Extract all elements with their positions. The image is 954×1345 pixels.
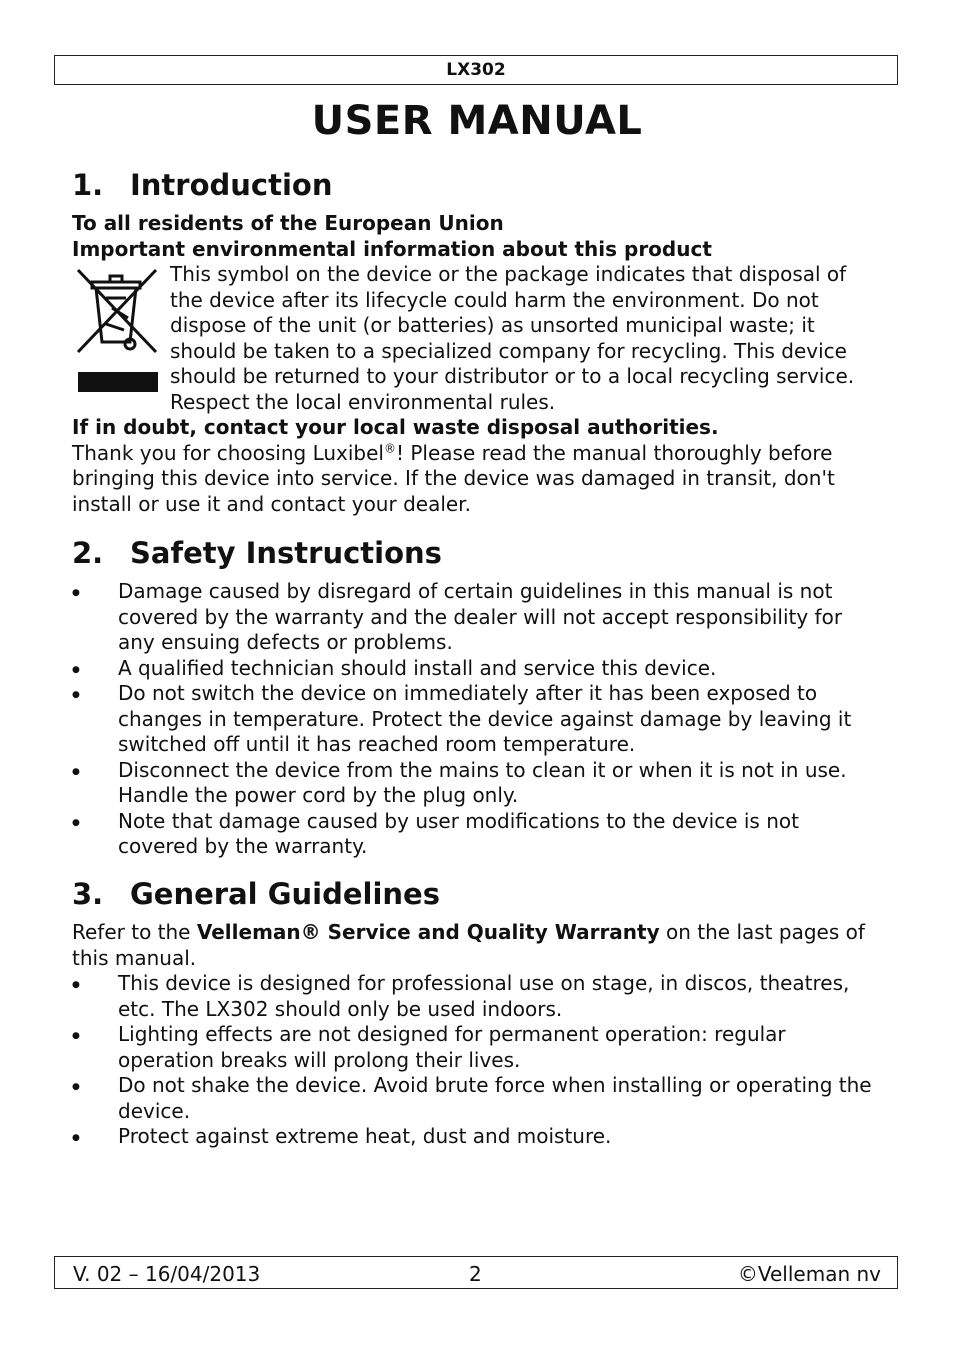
header-model-box <box>54 55 898 85</box>
safety-list <box>72 579 882 860</box>
list-item: ● Damage caused by disregard of certain guidelines in this manual is not covered by the warranty and the dealer will not accept responsibility for any ensuing defects or problems. <box>72 579 882 656</box>
document-title: USER MANUAL <box>311 98 643 144</box>
list-item: ● Disconnect the device from the mains to clean it or when it is not in use. Handle the power cord by the plug only. <box>72 758 882 809</box>
section-number: 3. <box>72 877 104 911</box>
section-title: General Guidelines <box>130 877 440 911</box>
warranty-reference-pre: Refer to the <box>72 920 197 944</box>
footer-page-number: 2 <box>469 1262 482 1286</box>
registered-mark: ® <box>384 440 396 455</box>
doubt-contact-line: If in doubt, contact your local waste disposal authorities. <box>72 415 719 439</box>
section-title: Safety Instructions <box>130 536 442 570</box>
section-number: 1. <box>72 168 104 202</box>
section-introduction <box>72 168 882 517</box>
section-safety <box>72 536 882 860</box>
header-model: LX302 <box>446 60 506 80</box>
environment-info-line: Important environmental information about this product <box>72 236 712 261</box>
list-item: ● Protect against extreme heat, dust and moisture. <box>72 1124 882 1150</box>
warranty-reference <box>72 920 882 971</box>
weee-block <box>72 262 882 415</box>
warranty-reference-post: on the last pages of this manual. <box>72 920 865 970</box>
warranty-reference-bold: Velleman® Service and Quality Warranty <box>196 920 660 944</box>
list-item: ● Lighting effects are not designed for permanent operation: regular operation breaks will prolong their lives. <box>72 1022 882 1073</box>
list-item: ● This device is designed for professional use on stage, in discos, theatres, etc. The LX302 should only be used indoors. <box>72 971 882 1022</box>
list-item: ● Do not shake the device. Avoid brute force when installing or operating the device. <box>72 1073 882 1124</box>
page-footer <box>54 1256 898 1289</box>
weee-description: This symbol on the device or the package indicates that disposal of the device after its lifecycle could harm the environment. Do not dispose of the unit (or batteries) as unsorted municipal waste; it should be taken to a specialized company for recycling. This device should be returned to your distributor or to a local recycling service. Respect the local environmental rules. <box>170 262 855 414</box>
section-general-guidelines <box>72 877 882 1150</box>
eu-residents-line: To all residents of the European Union <box>72 211 504 235</box>
crossed-out-wheelie-bin-icon <box>72 262 164 415</box>
section-number: 2. <box>72 536 104 570</box>
list-item: ● Do not switch the device on immediately after it has been exposed to changes in temperature. Protect the device against damage by leaving it switched off until it has reached room temperature. <box>72 681 882 758</box>
thank-you-continued: ! Please read the manual thoroughly before bringing this device into service. If the device was damaged in transit, don't install or use it and contact your dealer. <box>72 440 835 516</box>
section-heading-introduction <box>72 168 882 202</box>
thank-you-paragraph <box>72 441 882 518</box>
section-heading-general <box>72 877 882 911</box>
footer-copyright: ©Velleman nv <box>737 1262 881 1286</box>
footer-version: V. 02 – 16/04/2013 <box>73 1262 261 1286</box>
section-title: Introduction <box>130 168 333 202</box>
list-item: ● Note that damage caused by user modifications to the device is not covered by the warranty. <box>72 809 882 860</box>
section-heading-safety <box>72 536 882 570</box>
thank-you-text: Thank you for choosing Luxibel <box>72 440 384 465</box>
guidelines-list <box>72 971 882 1150</box>
list-item: ● A qualified technician should install and service this device. <box>72 656 882 682</box>
